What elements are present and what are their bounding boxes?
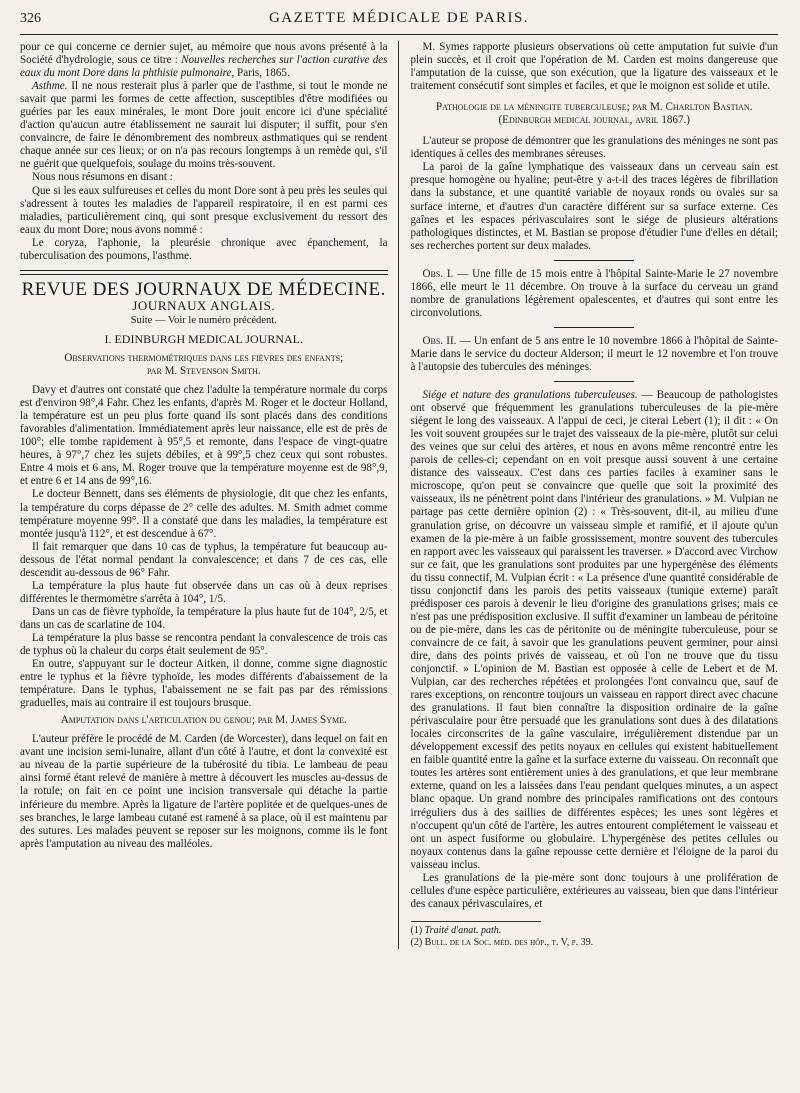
- section-subtitle: JOURNAUX ANGLAIS.: [132, 297, 276, 313]
- paragraph: Le docteur Bennett, dans ses éléments de physiologie, dit que chez les enfants, la température du corps dépasse de 2° celle des adultes. M. Smith admet comme température moyenne 99°. Il a constaté que dans les maladies, la température est montée jusqu'à 112°, et est descendue à 67°.: [20, 488, 388, 540]
- paragraph: Davy et d'autres ont constaté que chez l'adulte la température normale du corps est d'environ 98°,4 Fahr. Chez les enfants, d'après M. Roger et le docteur Holland, la température est un peu plus forte quand ils sont placés dans des conditions favorables d'alimentation. Immédiatement après leur naissance, elle est de près de 100°; elle tombe rapidement à 95°,5 et remonte, dans l'espace de vingt-quatre heures, à 97°,7 chez les sujets débiles, et à 99°,5 chez ceux qui sont robustes. Entre 4 mois et 6 ans, M. Roger trouve que la température moyenne est de 98°,9, et entre 6 et 14 ans de 99°,16.: [20, 384, 388, 488]
- page-number: 326: [20, 11, 41, 26]
- paragraph: Asthme. Il ne nous resterait plus à parler que de l'asthme, si tout le monde ne savait que parmi les formes de cette affection, susceptibles d'être modifiées ou guéries par les eaux minérales, le mont Dore jouit encore ici d'une spécialité d'action qu'aucun autre établissement ne saurait lui disputer; il suffit, pour s'en convaincre, de faire le dénombrement des nombreux asthmatiques qui se rendent chaque année sur ces lieux; or on n'a pas recours longtemps à un remède qui, s'il ne guérit que quelquefois, soulage du moins très-souvent.: [20, 80, 388, 171]
- paragraph: Obs. II. — Un enfant de 5 ans entre le 10 novembre 1866 à l'hôpital de Sainte-Marie dans le service du docteur Alderson; il meurt le 12 novembre et l'on trouve à l'autopsie des tubercules des méninges.: [410, 334, 778, 373]
- footnote-rule: [411, 921, 541, 922]
- paragraph: M. Symes rapporte plusieurs observations où cette amputation fut suivie d'un plein succès, et il croit que l'opération de M. Carden est moins dangereuse que l'amputation de la cuisse, que son exécution, que la ligature des vaisseaux et le traitement consécutif sont simples et faciles, et que le moignon est solide et utile.: [410, 41, 778, 93]
- paragraph: La température la plus basse se rencontra pendant la convalescence de trois cas de typhus où la chaleur du corps était seulement de 95°.: [20, 631, 388, 658]
- paragraph: Les granulations de la pie-mère sont donc toujours à une prolifération de cellules d'une espèce particulière, extérieures au vaisseau, bien que dans l'intérieur des canaux périvasculaires, et: [410, 871, 778, 910]
- article-title: Observations thermométriques dans les fièvres des enfants; par M. Stevenson Smith.: [64, 351, 344, 378]
- article-title: Amputation dans l'articulation du genou; par M. James Syme.: [60, 714, 347, 727]
- paragraph: La température la plus haute fut observée dans un cas où à deux reprises différentes le thermomètre s'arrêta à 104°, 1/5.: [20, 579, 388, 605]
- paragraph: Le coryza, l'aphonie, la pleurésie chronique avec épanchement, la tuberculisation des poumons, l'asthme.: [20, 236, 388, 262]
- paragraph: Dans un cas de fièvre typhoïde, la température la plus haute fut de 104°, 2/5, et dans un cas de scarlatine de 104.: [20, 605, 388, 631]
- divider: [554, 260, 634, 261]
- divider: [554, 381, 634, 382]
- article-title: Pathologie de la méningite tuberculeuse; par M. Charlton Bastian. (Edinburgh medical journal, avril 1867.): [436, 101, 753, 127]
- paragraph: L'auteur se propose de démontrer que les granulations des méninges ne sont pas identiques à celles des membranes séreuses.: [410, 135, 778, 161]
- paragraph: Obs. I. — Une fille de 15 mois entre à l'hôpital Sainte-Marie le 27 novembre 1866, elle meurt le 11 décembre. On trouve à la surface du cerveau un grand nombre de granulations légèrement opalescentes, et d'autres qui sont entre les circonvolutions.: [410, 267, 779, 319]
- journal-heading: I. EDINBURGH MEDICAL JOURNAL.: [104, 331, 304, 346]
- section-divider: [20, 270, 388, 275]
- paragraph: Nous nous résumons en disant :: [32, 171, 173, 184]
- footnotes: [411, 925, 779, 949]
- left-column: [20, 41, 399, 949]
- paragraph: Il fait remarquer que dans 10 cas de typhus, la température fut beaucoup au-dessous de l'état normal pendant la convalescence; et dans 7 de ces cas, elle descendit au-dessous de 96° Fahr.: [20, 540, 388, 579]
- continuation-note: Suite — Voir le numéro précédent.: [130, 314, 277, 326]
- journal-title: GAZETTE MÉDICALE DE PARIS.: [268, 10, 530, 26]
- page-header: [20, 10, 778, 35]
- divider: [554, 327, 634, 328]
- paragraph: Que si les eaux sulfureuses et celles du mont Dore sont à peu près les seules qui s'adressent à toutes les maladies de l'appareil respiratoire, il en est parmi ces maladies, particulièrement cinq, qui sont presque exclusivement du ressort des eaux du mont Dore; nous avons nommé :: [20, 184, 388, 236]
- paragraph: En outre, s'appuyant sur le docteur Aitken, il donne, comme signe diagnostic entre le typhus et la fièvre typhoïde, les modes différents d'abaissement de la température. Dans le typhus, l'abaissement ne se fait pas par des rémissions graduelles, mais au contraire il est toujours brusque.: [20, 658, 388, 710]
- paragraph: pour ce qui concerne ce dernier sujet, au mémoire que nous avons présenté à la Société d'hydrologie, sous ce titre : Nouvelles recherches sur l'action curative des eaux du mont Dore dans la phthisie pulmonaire, Paris, 1865.: [20, 41, 388, 80]
- footnote: (1) Traité d'anat. path.: [410, 924, 502, 936]
- paragraph: La paroi de la gaîne lymphatique des vaisseaux dans un cerveau sain est presque homogène ou hyaline; peut-être y a-t-il des traces légères de fibrillation dans la substance, et une quantité variable de noyaux ronds ou ovales sur sa surface interne, et d'autres d'un caractère différent sur sa surface externe. Ces gaînes et les espaces périvasculaires sont le siége de plusieurs altérations pathologiques distinctes, et M. Bastian se propose d'étudier l'une d'elles en détail; ses recherches portent sur deux malades.: [410, 161, 778, 252]
- section-title: REVUE DES JOURNAUX DE MÉDECINE.: [21, 278, 386, 300]
- right-column: [399, 41, 779, 949]
- paragraph: Siége et nature des granulations tuberculeuses. — Beaucoup de pathologistes ont observé que fréquemment les granulations tuberculeuses de la pie-mère siégent le long des vaisseaux. A l'appui de ceci, je citerai Lebert (1); il dit : « On les voit souvent groupées sur le trajet des vaisseaux de la pie-mère, plutôt sur celui des veines que sur celui des artères, et nous en avons même rencontré entre les parois de celles-ci; cependant on en voit presque aussi souvent à une certaine distance des vaisseaux. C'est dans ces parties faciles à examiner sans le microscope, qu'on peut se convaincre que quelle que soit la proximité des vaisseaux, ils ne pénètrent point dans l'intérieur des granulations. » M. Vulpian ne partage pas cette dernière opinion (2) : « Très-souvent, dit-il, au milieu d'une granulation grise, on découvre un vaisseau simple et ramifié, et il ajoute qu'un examen de la pie-mère à un faible grossissement, montre souvent des tubercules en rapport avec les vaisseaux qui paraissent les traverser. » D'accord avec Virchow sur ce fait, que les granulations sont produites par une hypergénèse des éléments du tissu connectif, M. Vulpian écrit : « La présence d'une quantité considérable de tissu conjonctif dans les parois des petits vaisseaux (tunique externe) paraît prédisposer ces parois à devenir le lieu d'origine des granulations grises; mais ce n'est pas une prédisposition exclusive. Il suffit d'examiner un lambeau de péritoine ou de pie-mère, dans les cas de péritonite ou de méningite tuberculeuse, pour se convaincre de ce fait, à savoir que les granulations peuvent germiner, pour ainsi dire, dans des points privés de vaisseau, et où l'on ne trouve que du tissu conjonctif. » L'opinion de M. Bastian est opposée à celle de Lebert et de M. Vulpian, car des recherches répétées et prolongées l'ont convaincu que, sauf de rares exceptions, on rencontre toujours un vaisseau en rapport direct avec chacune des granulations. Il faut bien connaître la disposition ordinaire de la gaîne périvasculaire pour être persuadé que les granulations sont dues à des dilatations locales circonscrites de la gaîne vasculaire, irrégulièrement distendue par un développement excessif des petits noyaux en cellules qui existent habituellement en faible quantité entre la gaîne et la surface externe du vaisseau. On reconnaît que toutes les artères sont entièrement unies à des granulations, et que leur membrane externe, quand on les a laissées dans l'eau pendant quelques minutes, a un aspect blanc opaque. Un grand nombre des principales ramifications ont des contours irréguliers dus à des saillies de différentes espèces; les unes sont légères et n'occupent qu'un côté de l'artère, les autres entourent complétement le vaisseau et ont un aspect fusiforme ou globulaire. L'hypergénèse des petites cellules ou noyaux contenus dans la gaîne repousse cette dernière et l'éloigne de la paroi du vaisseau inclus.: [410, 389, 778, 871]
- footnote: (2) Bull. de la Soc. méd. des hôp., t. V, p. 39.: [410, 936, 594, 948]
- paragraph: L'auteur préfère le procédé de M. Carden (de Worcester), dans lequel on fait en avant une incision semi-lunaire, allant d'un côté à l'autre, et dont la convexité est au niveau de la partie supérieure de la tubérosité du tibia. Le lambeau de peau ainsi formé étant relevé de manière à mettre à découvert les muscles au-dessus de la rotule; on fait en ce point une incision transversale qui détache la partie inférieure du membre. Après la ligature de l'artère poplitée et de quelques-unes de ses branches, le large lambeau cutané est ramené à sa place, où il est maintenu par des sutures. Les malades peuvent se reposer sur les moignons, comme ils le font après l'amputation au niveau des malléoles.: [20, 733, 388, 850]
